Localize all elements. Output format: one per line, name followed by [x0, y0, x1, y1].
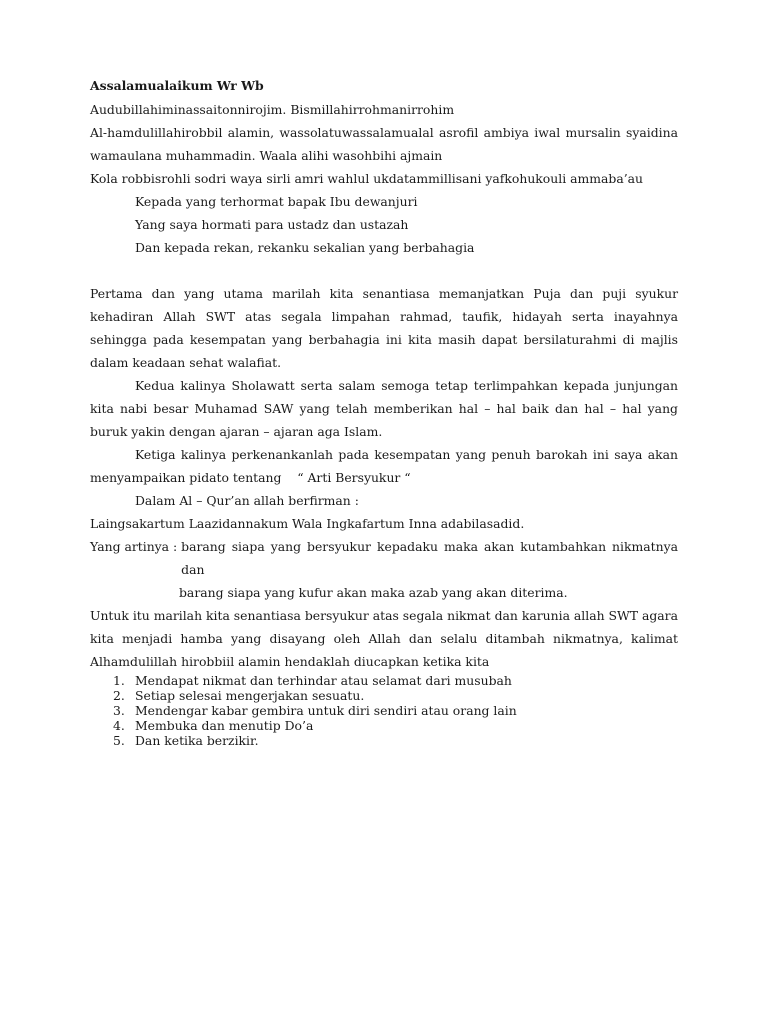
list-item: [90, 688, 678, 703]
opening-line-2: Al-hamdulillahirobbil alamin, wassolatuwassalamualal asrofil ambiya iwal mursalin syaidina wamaulana muhammadin. Waala alihi wasohbihi ajmain: [90, 125, 678, 163]
list-number: 2.: [113, 688, 125, 703]
list-number: 3.: [113, 703, 125, 718]
paragraph-3: Ketiga kalinya perkenankanlah pada kesempatan yang penuh barokah ini saya akan menyampaikan pidato tentang “ Arti Bersyukur “: [90, 447, 682, 485]
list-text: Mendengar kabar gembira untuk diri sendiri atau orang lain: [135, 703, 517, 718]
meaning-row: [90, 535, 678, 581]
blank-line: [90, 259, 678, 282]
list-item: [90, 718, 678, 733]
meaning-line-1: barang siapa yang bersyukur kepadaku maka akan kutambahkan nikmatnya dan: [181, 539, 678, 577]
occasion-list: [90, 673, 678, 748]
verse: Laingsakartum Laazidannakum Wala Ingkafartum Inna adabilasadid.: [90, 516, 525, 531]
list-text: Dan ketika berzikir.: [135, 733, 259, 748]
list-item: [90, 733, 678, 748]
list-number: 4.: [113, 718, 125, 733]
list-number: 5.: [113, 733, 125, 748]
paragraph-4: Untuk itu marilah kita senantiasa bersyukur atas segala nikmat dan karunia allah SWT agara kita menjadi hamba yang disayang oleh Allah dan selalu ditambah nikmatnya, kalimat Alhamdulillah hirobbiil alamin hendaklah diucapkan ketika kita: [90, 608, 678, 669]
list-text: Mendapat nikmat dan terhindar atau selamat dari musubah: [135, 673, 512, 688]
list-number: 1.: [113, 673, 125, 688]
paragraph-2: Kedua kalinya Sholawatt serta salam semoga tetap terlimpahkan kepada junjungan kita nabi besar Muhamad SAW yang telah memberikan hal – hal baik dan hal – hal yang buruk yakin dengan ajaran – ajaran aga Islam.: [90, 378, 678, 439]
paragraph-1: Pertama dan yang utama marilah kita senantiasa memanjatkan Puja dan puji syukur kehadiran Allah SWT atas segala limpahan rahmad, taufik, hidayah serta inayahnya sehingga pada kesempatan yang berbahagia ini kita masih dapat bersilaturahmi di majlis dalam keadaan sehat walafiat.: [90, 286, 678, 370]
list-text: Setiap selesai mengerjakan sesuatu.: [135, 688, 365, 703]
list-item: [90, 703, 678, 718]
meaning-line-2: barang siapa yang kufur akan maka azab yang akan diterima.: [179, 585, 568, 600]
opening-line-1: Audubillahiminassaitonnirojim. Bismillahirrohmanirrohim: [90, 102, 455, 117]
quran-intro: Dalam Al – Qur’an allah berfirman :: [135, 493, 359, 508]
document-page: [90, 74, 682, 748]
meaning-label: Yang artinya :: [90, 539, 182, 554]
list-text: Membuka dan menutip Do’a: [135, 718, 314, 733]
greeting-3: Dan kepada rekan, rekanku sekalian yang berbahagia: [135, 240, 475, 255]
greeting-1: Kepada yang terhormat bapak Ibu dewanjuri: [135, 194, 418, 209]
opening-line-3: Kola robbisrohli sodri waya sirli amri wahlul ukdatammillisani yafkohukouli ammaba’au: [90, 171, 644, 186]
list-item: [90, 673, 678, 688]
greeting-2: Yang saya hormati para ustadz dan ustazah: [135, 217, 409, 232]
document-title: Assalamualaikum Wr Wb: [90, 78, 264, 93]
